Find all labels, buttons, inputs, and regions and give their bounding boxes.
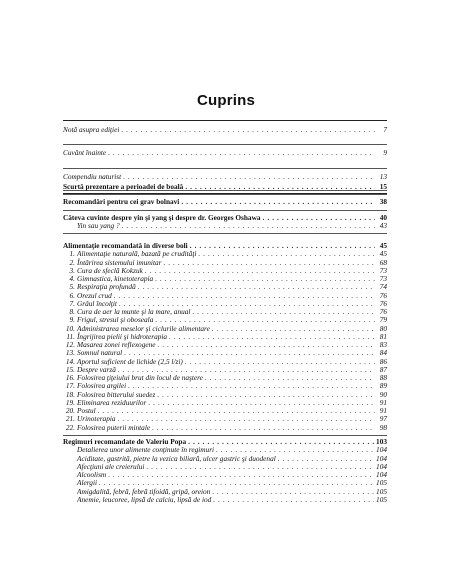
regimuri-list xyxy=(63,446,387,504)
toc-entry[interactable]: 16. Folosirea ţiţeiului brut din locul de naştere . . . 88 xyxy=(63,374,387,382)
toc-entry[interactable]: 17. Folosirea argilei . . . 89 xyxy=(63,382,387,390)
toc-entry[interactable]: 19. Eliminarea reziduurilor . . . 91 xyxy=(63,399,387,407)
toc-entry[interactable]: 10. Administrarea meselor şi ciclurile alimentare . . . 80 xyxy=(63,325,387,333)
divider xyxy=(63,233,387,234)
toc-entry[interactable]: Notă asupra ediţiei . . . 7 xyxy=(63,126,387,134)
toc-entry[interactable]: 8. Cura de aer la munte şi la mare, anual . . . 76 xyxy=(63,308,387,316)
toc-entry[interactable]: Regimuri recomandate de Valeriu Popa . . . 103 xyxy=(63,438,387,446)
toc-entry[interactable]: Yin sau yang ? . . . 43 xyxy=(63,222,387,230)
toc-entry[interactable]: Alcoolism . . . 104 xyxy=(63,471,387,479)
sections-block xyxy=(63,183,387,234)
toc-entry[interactable]: Anemie, leucoree, lipsă de calciu, lipsă de iod . . . 105 xyxy=(63,496,387,504)
toc-entry[interactable]: 11. Îngrijirea pielii şi hidroterapia . . . 81 xyxy=(63,333,387,341)
toc-entry[interactable]: Detalierea unor alimente conţinute în regimuri . . . 104 xyxy=(63,446,387,454)
toc-entry[interactable]: Afecţiuni ale creierului . . . 104 xyxy=(63,463,387,471)
toc-entry[interactable]: Alimentaţie recomandată în diverse boli . . . 45 xyxy=(63,242,387,250)
toc-entry[interactable]: 15. Despre varză . . . 87 xyxy=(63,366,387,374)
toc-entry[interactable]: 22. Folosirea puterii mintale . . . 98 xyxy=(63,424,387,432)
alimentatie-block xyxy=(63,242,387,436)
toc-entry[interactable]: 12. Masarea zonei reflexogene . . . 83 xyxy=(63,341,387,349)
toc-entry[interactable]: 7. Grâul încolţit . . . 76 xyxy=(63,300,387,308)
toc-entry[interactable]: 20. Postul . . . 91 xyxy=(63,407,387,415)
page-title: Cuprins xyxy=(196,92,256,109)
toc-entry[interactable]: Câteva cuvinte despre yin şi yang şi despre dr. Georges Oshawa . . . 40 xyxy=(63,214,387,222)
toc-entry[interactable]: Alergii . . . 105 xyxy=(63,479,387,487)
toc-entry[interactable]: 14. Aportul suficient de lichide (2,5 l/zi) . . . 86 xyxy=(63,358,387,366)
alimentatie-list xyxy=(63,250,387,432)
toc-entry[interactable]: 6. Orezul crud . . . 76 xyxy=(63,292,387,300)
toc-entry[interactable]: Amigdalită, febră, febră tifoidă, gripă, oreion . . . 105 xyxy=(63,488,387,496)
toc-entry[interactable]: 4. Gimnastica, kinetoterapia . . . 73 xyxy=(63,275,387,283)
divider xyxy=(63,435,387,436)
toc-entry[interactable]: 18. Folosirea bitterului suedez . . . 90 xyxy=(63,391,387,399)
toc-entry[interactable]: 9. Frigul, stresul şi oboseala . . . 79 xyxy=(63,316,387,324)
toc-entry[interactable]: Recomandări pentru cei grav bolnavi . . . 38 xyxy=(63,198,387,206)
toc-entry[interactable]: 5. Respiraţia profundă . . . 74 xyxy=(63,283,387,291)
regimuri-block xyxy=(63,438,387,504)
toc-entry[interactable]: 13. Somnul natural . . . 84 xyxy=(63,349,387,357)
toc-entry[interactable]: 1. Alimentaţie naturală, bazată pe crudităţi . . . 45 xyxy=(63,250,387,258)
toc-entry[interactable]: 3. Cura de sfeclă Kokzuk . . . 73 xyxy=(63,267,387,275)
toc-entry[interactable]: Aciditate, gastrită, pietre la vezica biliară, ulcer gastric şi duodenal . . . 104 xyxy=(63,455,387,463)
toc-entry[interactable]: Scurtă prezentare a perioadei de boală . . . 15 xyxy=(63,183,387,191)
toc-entry[interactable]: 2. Întărirea sistemului imunitar . . . 68 xyxy=(63,259,387,267)
toc-entry[interactable]: 21. Urinoterapia . . . 97 xyxy=(63,415,387,423)
toc-entry[interactable]: Cuvânt înainte . . . 9 xyxy=(63,149,387,157)
toc-entry[interactable]: Compendiu naturist . . . 13 xyxy=(63,173,387,181)
